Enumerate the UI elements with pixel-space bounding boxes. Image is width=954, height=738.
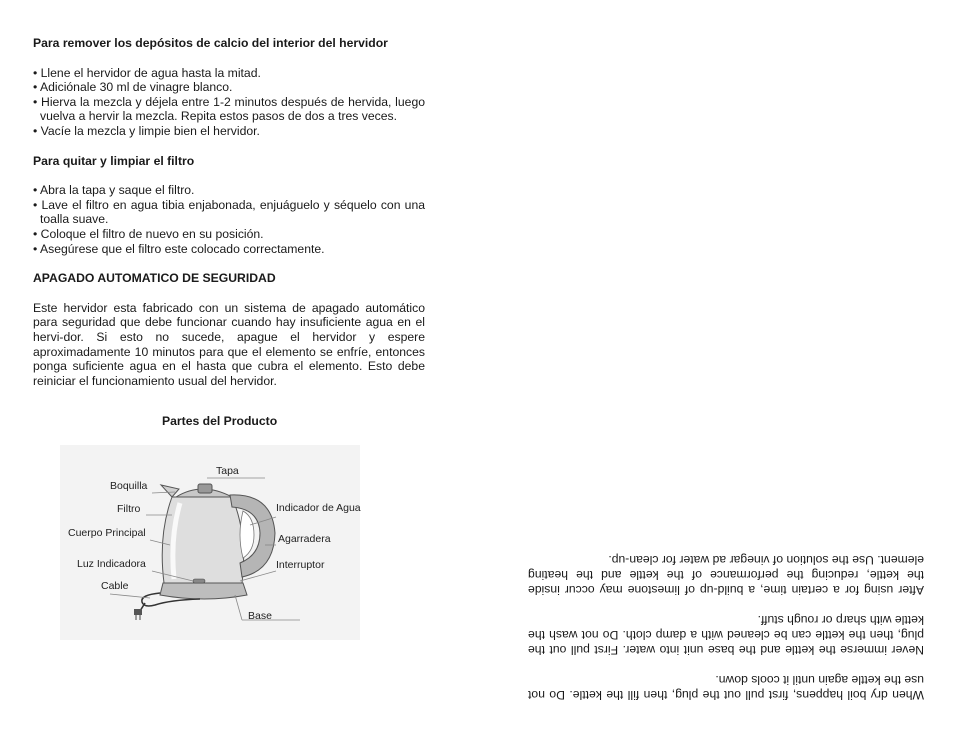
kettle-diagram: [60, 445, 360, 640]
label-cable: Cable: [101, 580, 129, 592]
list-item: • Adiciónale 30 ml de vinagre blanco.: [33, 80, 425, 95]
label-tapa: Tapa: [216, 465, 239, 477]
english-paragraph: Never immerse the kettle and the base unit into water. First pull out the plug, then the kettle can be cleaned with a damp cloth. Do not wash the kettle with sharp or rough stuff.: [528, 613, 924, 657]
spanish-column: [33, 36, 425, 388]
section-heading-auto-shutoff: APAGADO AUTOMATICO DE SEGURIDAD: [33, 271, 276, 286]
list-item: • Abra la tapa y saque el filtro.: [33, 183, 425, 198]
list-item: • Asegúrese que el filtro este colocado correctamente.: [33, 242, 425, 257]
label-base: Base: [248, 610, 272, 622]
label-filtro: Filtro: [117, 503, 141, 515]
list-item: • Coloque el filtro de nuevo en su posición.: [33, 227, 425, 242]
section-heading-calcium: Para remover los depósitos de calcio del interior del hervidor: [33, 36, 388, 50]
label-interruptor: Interruptor: [276, 559, 325, 571]
list-item: • Vacíe la mezcla y limpie bien el hervidor.: [33, 124, 425, 139]
label-cuerpo-principal: Cuerpo Principal: [68, 527, 146, 539]
list-item: • Lave el filtro en agua tibia enjabonada, enjuáguelo y séquelo con una toalla suave.: [33, 198, 425, 227]
label-indicador-agua: Indicador de Agua: [276, 502, 361, 514]
section-heading-filter: Para quitar y limpiar el filtro: [33, 153, 195, 168]
label-boquilla: Boquilla: [110, 480, 148, 492]
list-item: • Hierva la mezcla y déjela entre 1-2 minutos después de hervida, luego vuelva a hervir la mezcla. Repita estos pasos de dos a tres veces.: [33, 95, 425, 124]
label-agarradera: Agarradera: [278, 533, 331, 545]
calcium-steps-list: [33, 66, 425, 139]
english-column-rotated: [528, 552, 924, 702]
label-luz-indicadora: Luz Indicadora: [77, 558, 146, 570]
parts-title: Partes del Producto: [162, 414, 278, 428]
english-paragraph: When dry boil happens, first pull out the plug, then fill the kettle. Do not use the kettle again until it cools down.: [528, 673, 924, 702]
filter-steps-list: [33, 183, 425, 256]
auto-shutoff-paragraph: Este hervidor esta fabricado con un sistema de apagado automático para seguridad que debe funcionar cuando hay insuficiente agua en el hervi-dor. Si esto no sucede, apague el hervidor y espere aproximadamente 10 minutos para que el elemento se enfríe, entonces ponga suficiente agua en el hasta que cubra el elemento. Esto debe reiniciar el funcionamiento usual del hervidor.: [33, 300, 425, 388]
english-paragraph: After using for a certain time, a build-up of limestone may occur inside the kettle, reducing the performance of the kettle and the heating element. Use the solution of vinegar ad water for clean-up.: [528, 553, 924, 597]
list-item: • Llene el hervidor de agua hasta la mitad.: [33, 66, 425, 81]
